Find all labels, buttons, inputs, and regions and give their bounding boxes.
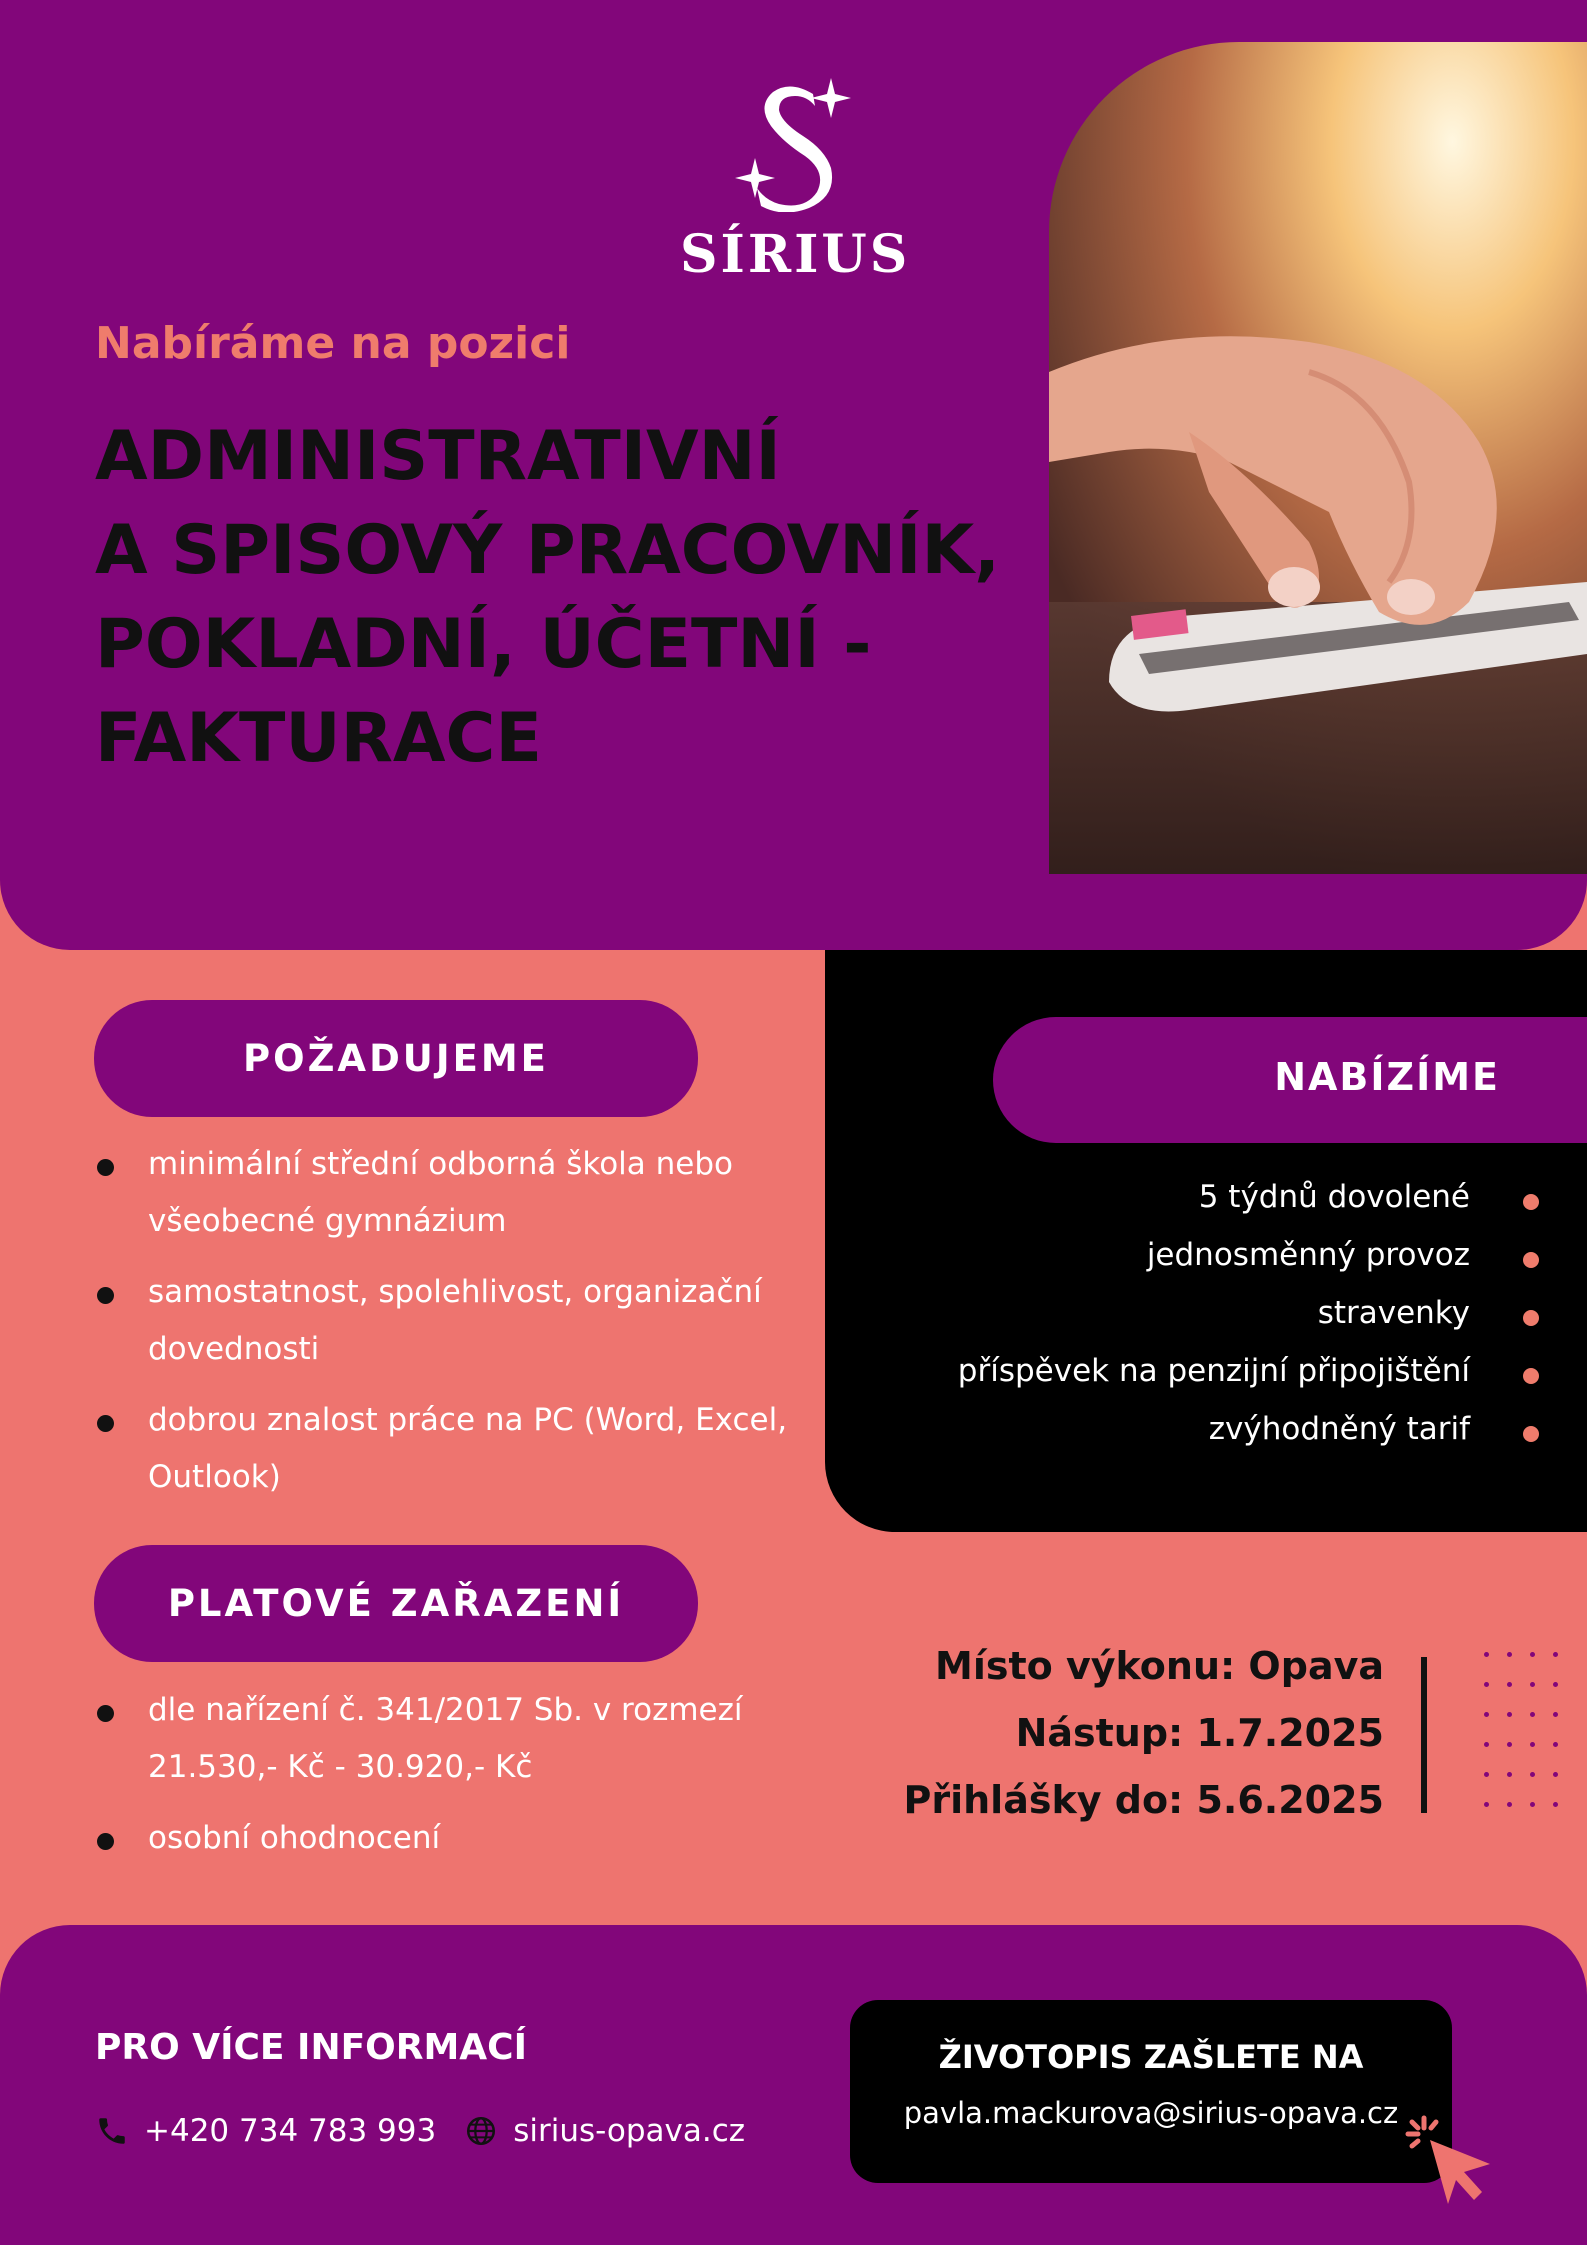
decorative-dot xyxy=(1484,1682,1489,1687)
requirements-list xyxy=(148,1136,798,1520)
decorative-dot xyxy=(1484,1772,1489,1777)
cv-email-link[interactable]: pavla.mackurova@sirius-opava.cz xyxy=(903,2096,1399,2130)
decorative-dot xyxy=(1484,1742,1489,1747)
offer-item: 5 týdnů dovolené xyxy=(958,1168,1470,1226)
cv-contact-box xyxy=(850,2000,1452,2183)
contact-row xyxy=(95,2113,745,2149)
decorative-dot xyxy=(1530,1682,1535,1687)
title-line: POKLADNÍ, ÚČETNÍ - xyxy=(95,605,872,684)
details-divider xyxy=(1421,1657,1427,1813)
salary-list xyxy=(148,1682,798,1881)
brand-name: SÍRIUS xyxy=(680,224,911,285)
decorative-dot xyxy=(1530,1712,1535,1717)
requirements-heading: POŽADUJEME xyxy=(243,1037,549,1080)
phone-number[interactable]: +420 734 783 993 xyxy=(144,2113,437,2149)
decorative-dot xyxy=(1530,1652,1535,1657)
offer-item: zvýhodněný tarif xyxy=(958,1400,1470,1458)
job-details xyxy=(904,1633,1384,1834)
salary-heading: PLATOVÉ ZAŘAZENÍ xyxy=(167,1582,625,1625)
globe-icon xyxy=(464,2114,498,2148)
sirius-logo xyxy=(680,72,911,285)
decorative-dot xyxy=(1484,1712,1489,1717)
decorative-dot xyxy=(1553,1742,1558,1747)
cursor-click-icon xyxy=(1402,2112,1502,2212)
salary-heading-pill xyxy=(94,1545,698,1662)
salary-item: dle nařízení č. 341/2017 Sb. v rozmezí 21.530,- Kč - 30.920,- Kč xyxy=(148,1682,798,1796)
website-link[interactable]: sirius-opava.cz xyxy=(513,2113,746,2149)
decorative-dot xyxy=(1553,1772,1558,1777)
title-line: A SPISOVÝ PRACOVNÍK, xyxy=(95,511,1000,590)
decorative-dot xyxy=(1507,1682,1512,1687)
sirius-logo-icon xyxy=(735,72,855,212)
decorative-dot xyxy=(1507,1802,1512,1807)
decorative-dot xyxy=(1530,1802,1535,1807)
decorative-dot xyxy=(1530,1772,1535,1777)
page-subtitle: Nabíráme na pozici xyxy=(95,318,571,369)
requirement-item: samostatnost, spolehlivost, organizační dovednosti xyxy=(148,1264,798,1378)
decorative-dot xyxy=(1553,1682,1558,1687)
page-title xyxy=(95,410,1055,786)
title-line: ADMINISTRATIVNÍ xyxy=(95,417,781,496)
cv-heading: ŽIVOTOPIS ZAŠLETE NA xyxy=(938,2038,1364,2076)
decorative-dot xyxy=(1484,1652,1489,1657)
decorative-dot xyxy=(1530,1742,1535,1747)
offer-item: stravenky xyxy=(958,1284,1470,1342)
decorative-dot xyxy=(1553,1712,1558,1717)
requirements-heading-pill xyxy=(94,1000,698,1117)
offer-heading-pill xyxy=(993,1017,1587,1143)
requirement-item: minimální střední odborná škola nebo všeobecné gymnázium xyxy=(148,1136,798,1250)
decorative-dot xyxy=(1553,1802,1558,1807)
decorative-dot xyxy=(1484,1802,1489,1807)
start-date: Nástup: 1.7.2025 xyxy=(1015,1711,1384,1755)
requirement-item: dobrou znalost práce na PC (Word, Excel, Outlook) xyxy=(148,1392,798,1506)
more-info-heading: PRO VÍCE INFORMACÍ xyxy=(95,2027,527,2068)
decorative-dot xyxy=(1507,1652,1512,1657)
offer-list xyxy=(958,1168,1470,1458)
decorative-dot xyxy=(1553,1652,1558,1657)
offer-heading: NABÍZÍME xyxy=(1274,1055,1500,1099)
salary-item: osobní ohodnocení xyxy=(148,1810,798,1867)
decorative-dot xyxy=(1507,1712,1512,1717)
title-line: FAKTURACE xyxy=(95,699,542,778)
phone-icon xyxy=(95,2114,129,2148)
decorative-dot xyxy=(1507,1772,1512,1777)
offer-item: příspěvek na penzijní připojištění xyxy=(958,1342,1470,1400)
offer-item: jednosměnný provoz xyxy=(958,1226,1470,1284)
application-deadline: Přihlášky do: 5.6.2025 xyxy=(903,1778,1384,1822)
hero-photo xyxy=(1049,42,1587,874)
place-of-work: Místo výkonu: Opava xyxy=(935,1644,1384,1688)
decorative-dot xyxy=(1507,1742,1512,1747)
